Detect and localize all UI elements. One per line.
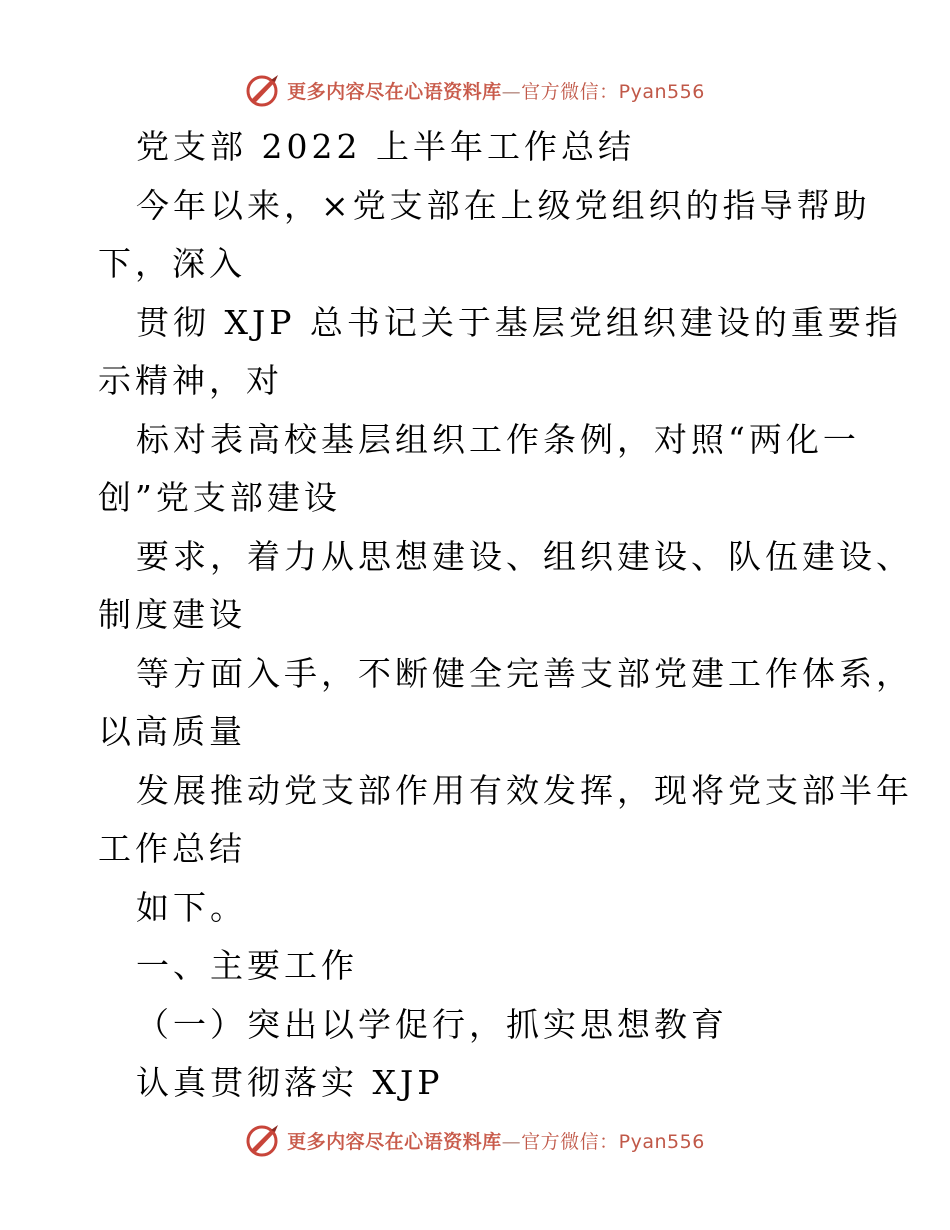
footer-watermark [0,1120,950,1160]
body-text-line: 认真贯彻落实 XJP [136,1063,444,1102]
body-text-line: 一、主要工作 [136,946,358,985]
brush-logo-icon [245,1122,281,1158]
body-text-line: 制度建设 [98,595,246,634]
watermark-contact: 官方微信：Pyan556 [521,80,705,103]
body-text-line: 示精神，对 [98,361,283,400]
watermark-text [287,77,705,104]
watermark-contact: 官方微信：Pyan556 [521,1130,705,1153]
document-title: 党支部 2022 上半年工作总结 [136,127,635,166]
document-body [98,118,913,1113]
body-text-line: 工作总结 [98,829,246,868]
body-text-line: 标对表高校基层组织工作条例，对照“两化一 [136,419,860,459]
header-watermark [0,70,950,110]
body-text-line: 贯彻 XJP 总书记关于基层党组织建设的重要指 [136,302,902,342]
body-text-line: 下，深入 [98,244,246,283]
body-text-line: 等方面入手，不断健全完善支部党建工作体系， [136,653,913,693]
body-text-line: （一）突出以学促行，抓实思想教育 [136,1004,728,1044]
watermark-text [287,1127,705,1154]
watermark-separator: — [501,80,522,103]
body-text-line: 以高质量 [98,712,246,751]
body-text-line: 要求，着力从思想建设、组织建设、队伍建设、 [136,536,913,576]
body-text-line: 今年以来，×党支部在上级党组织的指导帮助 [136,185,871,225]
watermark-brand: 更多内容尽在心语资料库 [287,80,502,103]
body-text-line: 发展推动党支部作用有效发挥，现将党支部半年 [136,770,913,810]
brush-logo-icon [245,72,281,108]
body-text-line: 创”党支部建设 [98,478,341,517]
body-text-line: 如下。 [136,887,247,927]
watermark-brand: 更多内容尽在心语资料库 [287,1130,502,1153]
watermark-separator: — [501,1130,522,1153]
